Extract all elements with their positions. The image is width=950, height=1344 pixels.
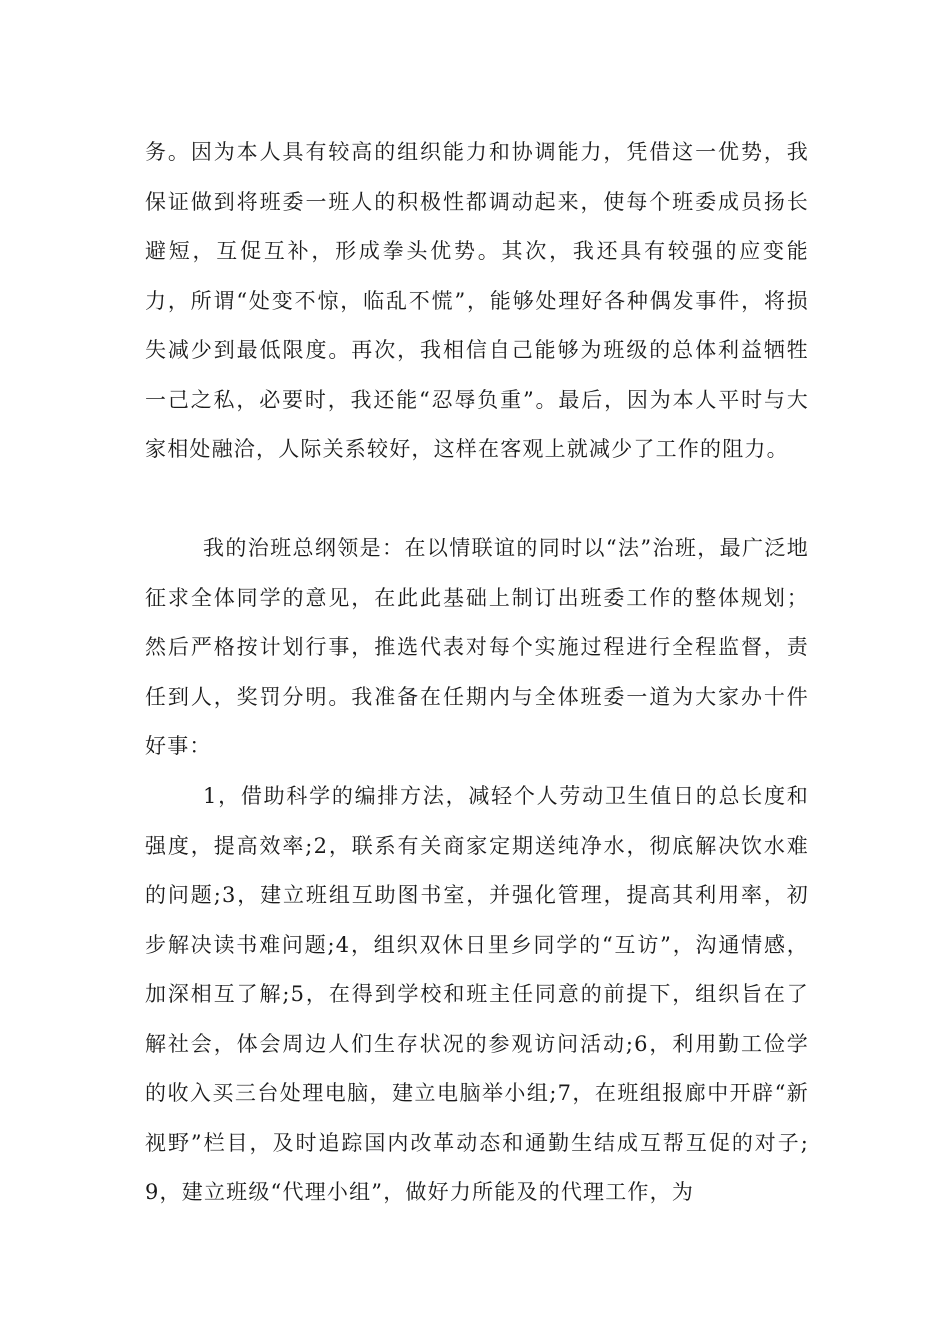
paragraph-2: 我的治班总纲领是：在以情联谊的同时以“法”治班，最广泛地征求全体同学的意见，在此此基础上制订出班委工作的整体规划；然后严格按计划行事，推选代表对每个实施过程进行全程监督，责任到人，奖罚分明。我准备在任期内与全体班委一道为大家办十件好事：	[145, 536, 809, 758]
paragraph-1: 务。因为本人具有较高的组织能力和协调能力，凭借这一优势，我保证做到将班委一班人的积极性都调动起来，使每个班委成员扬长避短，互促互补，形成拳头优势。其次，我还具有较强的应变能力，所谓“处变不惊，临乱不慌”，能够处理好各种偶发事件，将损失减少到最低限度。再次，我相信自己能够为班级的总体利益牺牲一己之私，必要时，我还能“忍辱负重”。最后，因为本人平时与大家相处融洽，人际关系较好，这样在客观上就减少了工作的阻力。	[145, 140, 809, 461]
paragraph-3: 1，借助科学的编排方法，减轻个人劳动卫生值日的总长度和强度，提高效率;2，联系有关商家定期送纯净水，彻底解决饮水难的问题;3，建立班组互助图书室，并强化管理，提高其利用率，初步解决读书难问题;4，组织双休日里乡同学的“互访”，沟通情感，加深相互了解;5，在得到学校和班主任同意的前提下，组织旨在了解社会，体会周边人们生存状况的参观访问活动;6，利用勤工俭学的收入买三台处理电脑，建立电脑举小组;7，在班组报廊中开辟“新视野”栏目，及时追踪国内改革动态和通勤生结成互帮互促的对子;9，建立班级“代理小组”，做好力所能及的代理工作，为	[145, 784, 809, 1204]
